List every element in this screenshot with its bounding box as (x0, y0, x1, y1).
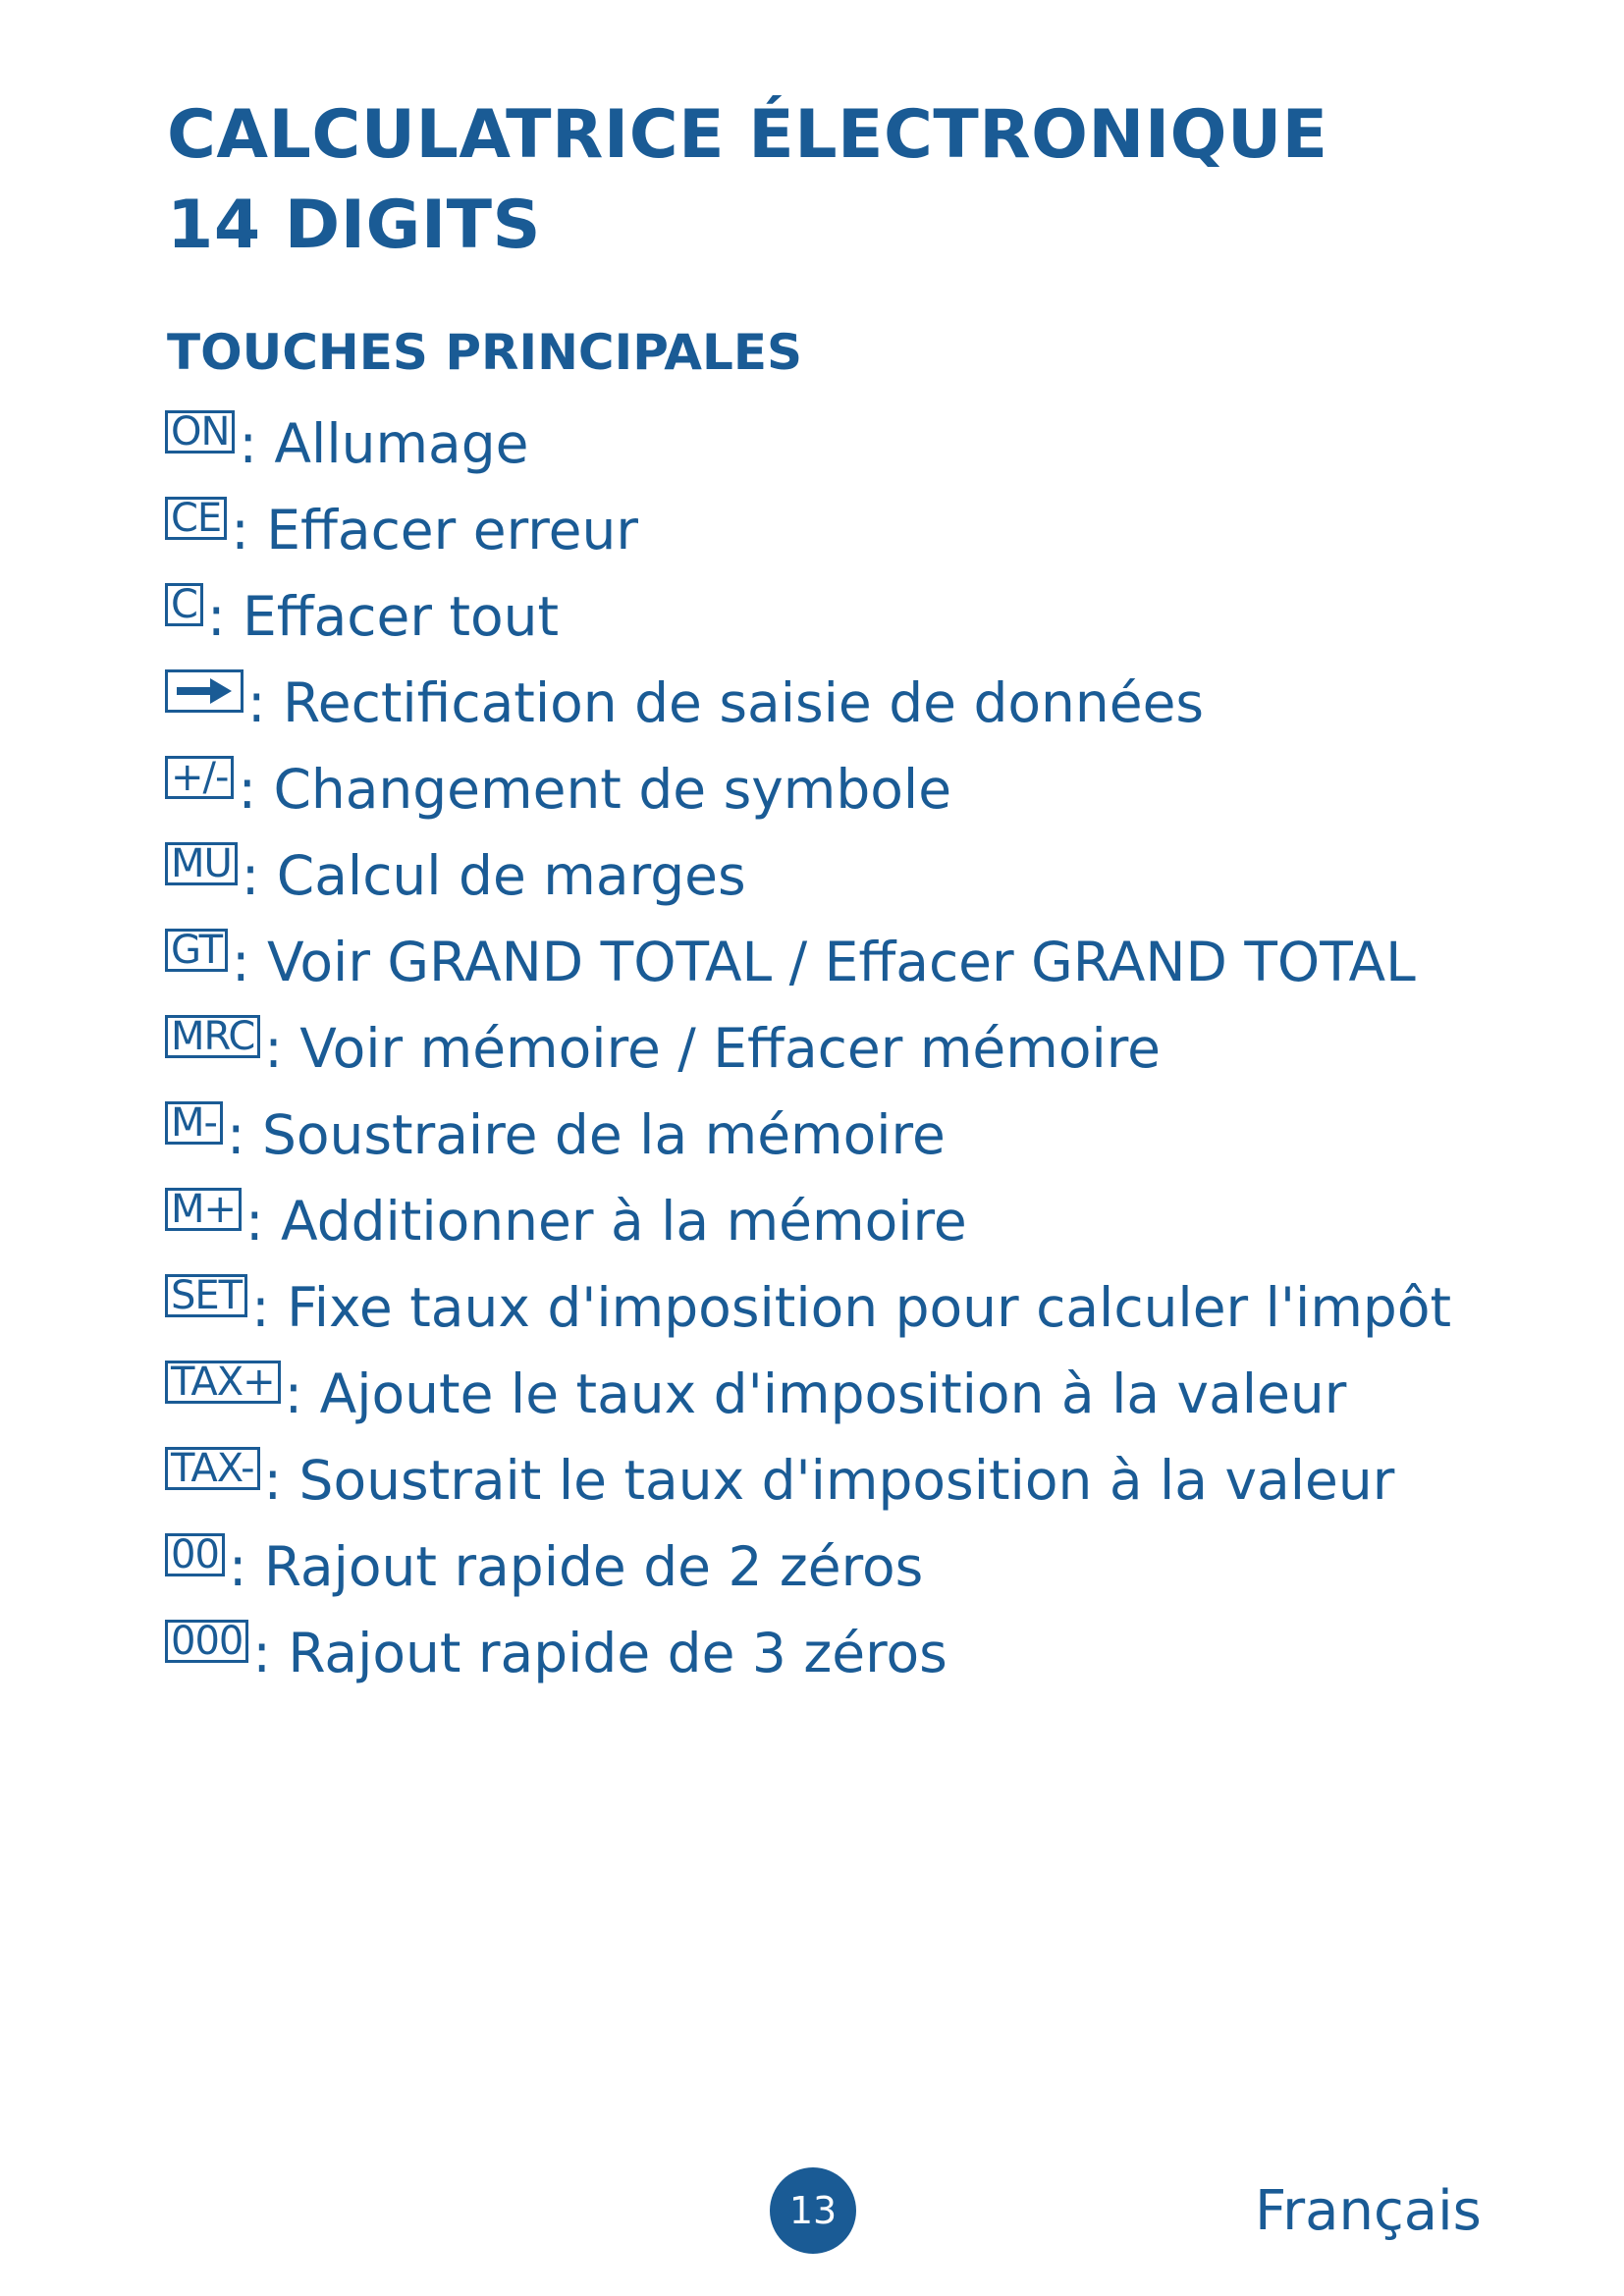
key-row-m-minus (165, 1092, 1451, 1178)
key-row-sign (165, 746, 1451, 832)
m-plus-key-icon: M+ (165, 1188, 242, 1231)
ce-key-icon: CE (165, 497, 227, 540)
mu-key-icon: MU (165, 842, 238, 885)
key-list (165, 400, 1451, 1696)
key-description: : Allumage (239, 412, 529, 475)
key-row-set (165, 1264, 1451, 1351)
arrow-right-icon (171, 672, 238, 710)
key-description: : Rajout rapide de 3 zéros (252, 1622, 947, 1684)
key-row-c (165, 573, 1451, 660)
gt-key-icon: GT (165, 929, 228, 972)
page-title (167, 90, 1328, 271)
key-description: : Additionner à la mémoire (245, 1190, 967, 1253)
section-heading: TOUCHES PRINCIPALES (167, 324, 802, 381)
key-row-triple-zero (165, 1610, 1451, 1696)
key-description: : Voir GRAND TOTAL / Effacer GRAND TOTAL (232, 931, 1416, 993)
key-row-m-plus (165, 1178, 1451, 1264)
key-description: : Rajout rapide de 2 zéros (228, 1535, 924, 1598)
arrow-right-key-icon (165, 669, 244, 713)
key-description: : Ajoute le taux d'imposition à la valeur (284, 1362, 1347, 1425)
page-number-badge: 13 (770, 2167, 856, 2254)
key-description: : Fixe taux d'imposition pour calculer l'impôt (251, 1276, 1452, 1339)
key-row-double-zero (165, 1523, 1451, 1610)
key-description: : Calcul de marges (241, 844, 746, 907)
key-description: : Effacer tout (206, 585, 560, 648)
key-description: : Effacer erreur (231, 499, 638, 561)
key-description: : Changement de symbole (238, 758, 952, 821)
key-description: : Soustrait le taux d'imposition à la valeur (263, 1449, 1395, 1512)
key-description: : Voir mémoire / Effacer mémoire (264, 1017, 1161, 1080)
m-minus-key-icon: M- (165, 1101, 223, 1145)
key-row-tax-minus (165, 1437, 1451, 1523)
key-row-on (165, 400, 1451, 487)
plus-minus-key-icon: +/- (165, 756, 234, 799)
key-description: : Soustraire de la mémoire (226, 1103, 946, 1166)
language-label: Français (1255, 2179, 1482, 2243)
key-row-ce (165, 487, 1451, 573)
c-key-icon: C (165, 583, 203, 626)
set-key-icon: SET (165, 1274, 247, 1317)
title-line-1: CALCULATRICE ÉLECTRONIQUE (167, 96, 1328, 174)
triple-zero-key-icon: 000 (165, 1620, 248, 1663)
key-row-tax-plus (165, 1351, 1451, 1437)
double-zero-key-icon: 00 (165, 1533, 225, 1576)
key-row-arrow (165, 660, 1451, 746)
tax-minus-key-icon: TAX- (165, 1447, 260, 1490)
key-description: : Rectification de saisie de données (247, 671, 1205, 734)
key-row-mrc (165, 1005, 1451, 1092)
tax-plus-key-icon: TAX+ (165, 1361, 281, 1404)
key-row-gt (165, 919, 1451, 1005)
key-row-mu (165, 832, 1451, 919)
mrc-key-icon: MRC (165, 1015, 260, 1058)
title-line-2: 14 DIGITS (167, 187, 542, 264)
on-key-icon: ON (165, 410, 235, 454)
